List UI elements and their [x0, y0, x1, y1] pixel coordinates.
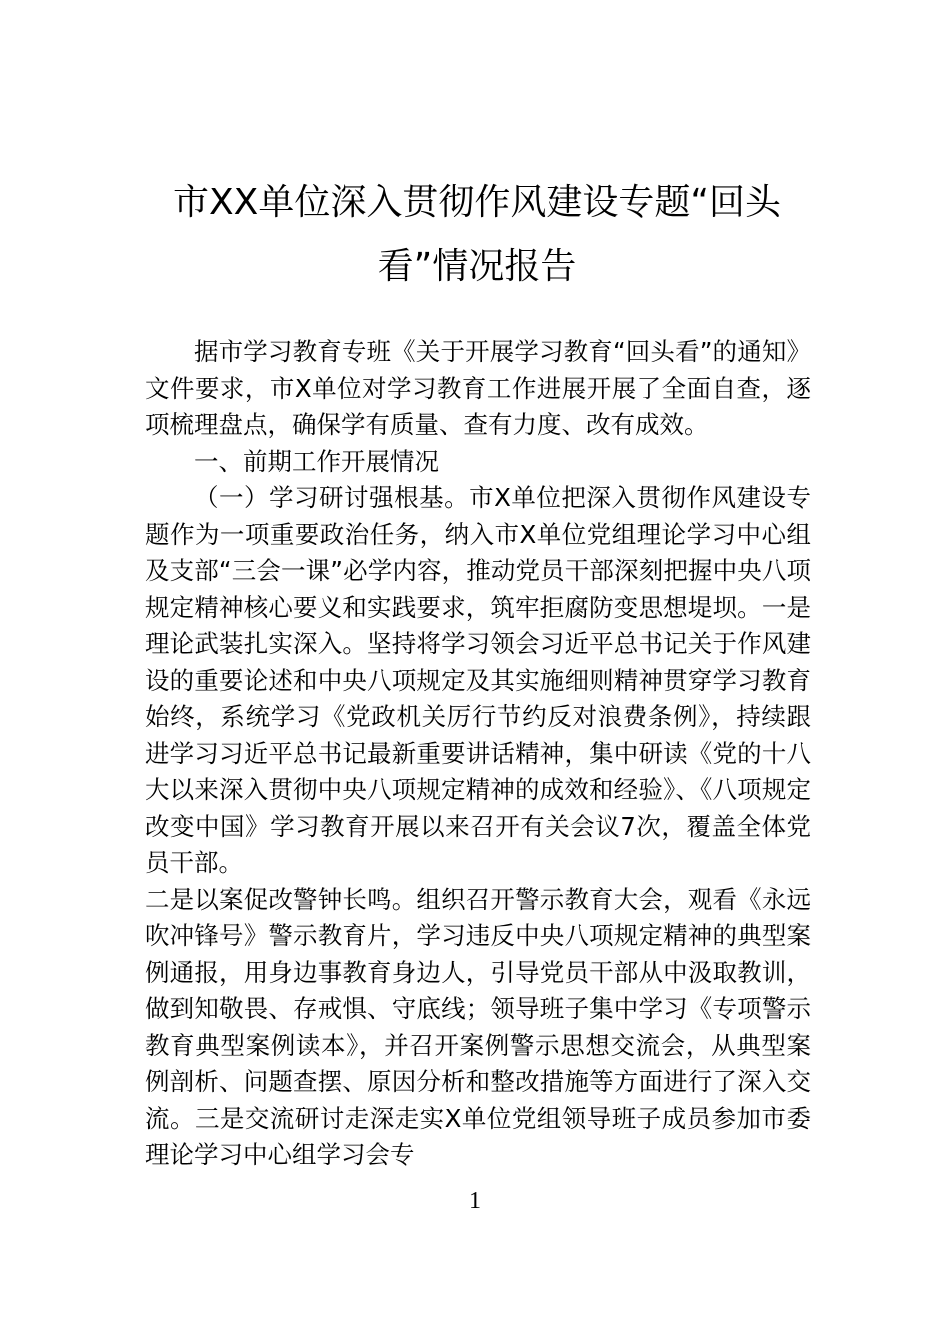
section-heading: 一、前期工作开展情况 — [194, 446, 439, 476]
document-body — [145, 334, 811, 1174]
body-paragraph-continued: 二是以案促改警钟长鸣。组织召开警示教育大会，观看《永远吹冲锋号》警示教育片，学习违反中央八项规定精神的典型案例通报，用身边事教育身边人，引导党员干部从中汲取教训，做到知敬畏、存戒惧、守底线；领导班子集中学习《专项警示教育典型案例读本》，并召开案例警示思想交流会，从典型案例剖析、问题查摆、原因分析和整改措施等方面进行了深入交流。三是交流研讨走深走实X单位党组领导班子成员参加市委理论学习中心组学习会专 — [145, 884, 811, 1169]
page-title: 市XX单位深入贯彻作风建设专题“回头看”情况报告 — [173, 182, 781, 287]
body-paragraph: （一）学习研讨强根基。市X单位把深入贯彻作风建设专题作为一项重要政治任务，纳入市X单位党组理论学习中心组及支部“三会一课”必学内容，推动党员干部深刻把握中央八项规定精神核心要义和实践要求，筑牢拒腐防变思想堤坝。一是理论武装扎实深入。坚持将学习领会习近平总书记关于作风建设的重要论述和中央八项规定及其实施细则精神贯穿学习教育始终，系统学习《党政机关厉行节约反对浪费条例》，持续跟进学习习近平总书记最新重要讲话精神，集中研读《党的十八大以来深入贯彻中央八项规定精神的成效和经验》、《八项规定改变中国》学习教育开展以来召开有关会议7次，覆盖全体党员干部。 — [145, 483, 811, 877]
page-number: 1 — [469, 1188, 481, 1214]
intro-paragraph: 据市学习教育专班《关于开展学习教育“回头看”的通知》文件要求，市X单位对学习教育工作进展开展了全面自查，逐项梳理盘点，确保学有质量、查有力度、改有成效。 — [145, 337, 811, 439]
